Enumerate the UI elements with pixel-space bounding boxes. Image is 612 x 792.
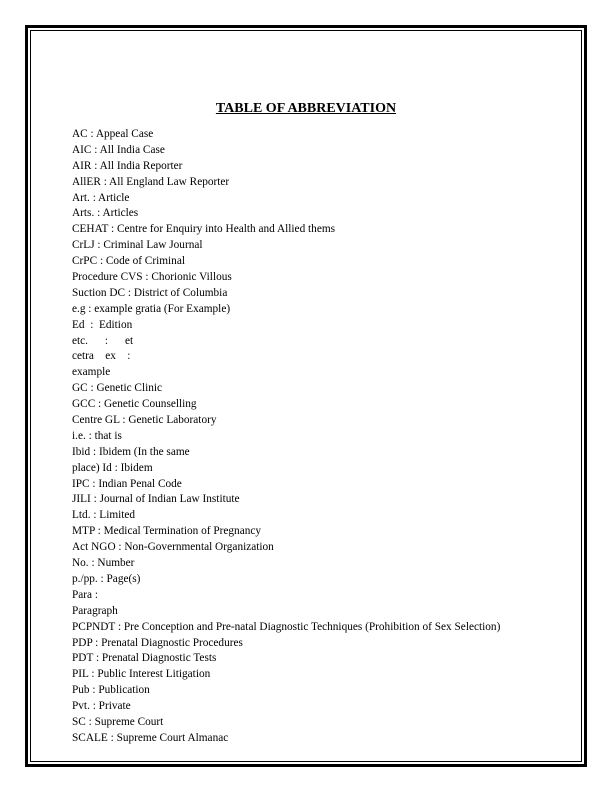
list-item: CEHAT : Centre for Enquiry into Health and Allied thems bbox=[72, 223, 336, 236]
list-item: Act NGO : Non-Governmental Organization bbox=[72, 541, 274, 554]
list-item: i.e. : that is bbox=[72, 429, 122, 442]
list-item: Arts. : Articles bbox=[72, 207, 139, 220]
list-item: PDT : Prenatal Diagnostic Tests bbox=[72, 652, 217, 665]
list-item: place) Id : Ibidem bbox=[72, 461, 153, 474]
list-item: Ed : Edition bbox=[72, 318, 133, 331]
list-item: Paragraph bbox=[72, 604, 118, 617]
list-item: AC : Appeal Case bbox=[72, 128, 154, 140]
list-item: PIL : Public Interest Litigation bbox=[72, 668, 211, 681]
list-item: SCALE : Supreme Court Almanac bbox=[72, 731, 229, 744]
list-item: etc. : et bbox=[72, 334, 134, 347]
list-item: Centre GL : Genetic Laboratory bbox=[72, 414, 217, 427]
list-item: AllER : All England Law Reporter bbox=[72, 175, 230, 188]
page-title: TABLE OF ABBREVIATION bbox=[215, 101, 397, 116]
list-item: cetra ex : bbox=[72, 350, 131, 363]
list-item: JILI : Journal of Indian Law Institute bbox=[72, 493, 240, 506]
list-item: AIC : All India Case bbox=[72, 143, 165, 156]
list-item: IPC : Indian Penal Code bbox=[72, 477, 182, 490]
list-item: AIR : All India Reporter bbox=[72, 159, 183, 172]
abbreviation-list bbox=[72, 127, 572, 747]
list-item: SC : Supreme Court bbox=[72, 715, 164, 728]
list-item: Ibid : Ibidem (In the same bbox=[72, 445, 190, 458]
list-item: PDP : Prenatal Diagnostic Procedures bbox=[72, 636, 243, 649]
list-item: GC : Genetic Clinic bbox=[72, 382, 163, 395]
list-item: p./pp. : Page(s) bbox=[72, 572, 141, 585]
list-item: e.g : example gratia (For Example) bbox=[72, 302, 231, 315]
list-item: example bbox=[72, 366, 111, 379]
list-item: PCPNDT : Pre Conception and Pre-natal Diagnostic Techniques (Prohibition of Sex Selection) bbox=[72, 620, 501, 633]
list-item: CrPC : Code of Criminal bbox=[72, 255, 185, 268]
list-item: Procedure CVS : Chorionic Villous bbox=[72, 271, 232, 284]
list-item: Art. : Article bbox=[72, 191, 130, 204]
list-item: Ltd. : Limited bbox=[72, 509, 136, 522]
list-item: No. : Number bbox=[72, 557, 135, 570]
list-item: CrLJ : Criminal Law Journal bbox=[72, 239, 203, 252]
list-item: Pub : Publication bbox=[72, 684, 150, 697]
list-item: Suction DC : District of Columbia bbox=[72, 286, 228, 299]
list-item: Para : bbox=[72, 588, 99, 601]
list-item: Pvt. : Private bbox=[72, 700, 131, 713]
list-item: MTP : Medical Termination of Pregnancy bbox=[72, 525, 262, 538]
list-item: GCC : Genetic Counselling bbox=[72, 398, 197, 411]
